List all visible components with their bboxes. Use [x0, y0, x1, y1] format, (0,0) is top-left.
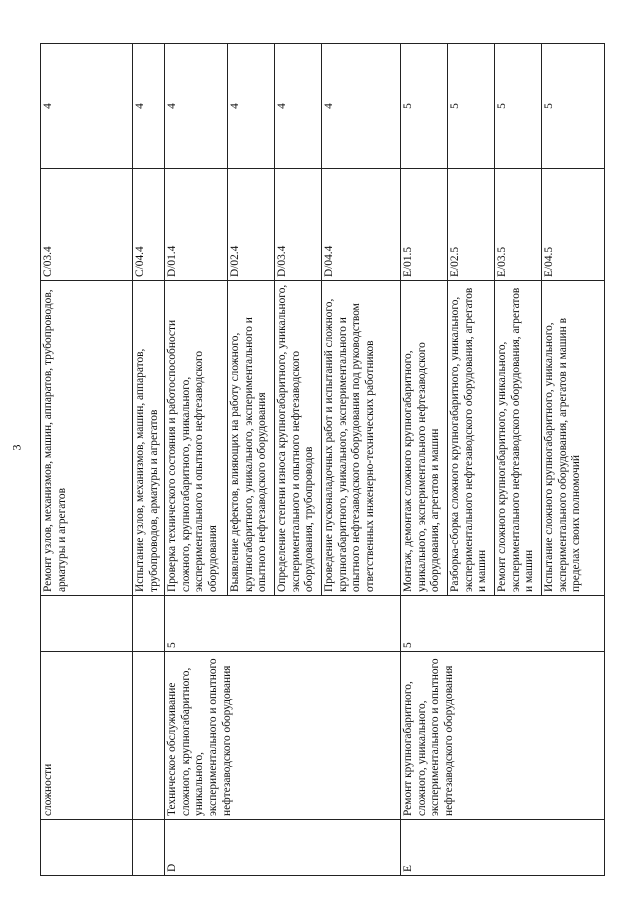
function-code-cell: D/04.4: [322, 169, 401, 281]
group-code-cell: [133, 820, 165, 876]
function-code-cell: E/03.5: [495, 169, 542, 281]
group-level-cell: 5: [401, 596, 605, 652]
function-level-cell: 4: [275, 44, 322, 169]
group-name-cell: Ремонт крупногабаритного, сложного, уникального, экспериментального и опытного нефтезаводского оборудования: [401, 652, 605, 820]
function-level-cell: 5: [448, 44, 495, 169]
function-level-cell: 5: [401, 44, 448, 169]
table-row: [41, 44, 133, 876]
function-code-cell: C/04.4: [133, 169, 165, 281]
function-code-cell: E/04.5: [542, 169, 605, 281]
function-name-cell: Испытание сложного крупногабаритного, уникального, экспериментального оборудования, агрегатов и машин в пределах своих полномочий: [542, 281, 605, 596]
function-code-cell: D/02.4: [228, 169, 275, 281]
table-row: [401, 44, 448, 876]
function-name-cell: Выявление дефектов, влияющих на работу сложного, крупногабаритного, уникального, экспериментального и опытного нефтезаводского оборудования: [228, 281, 275, 596]
function-name-cell: Ремонт узлов, механизмов, машин, аппаратов, трубопроводов, арматуры и агрегатов: [41, 281, 133, 596]
function-code-cell: D/03.4: [275, 169, 322, 281]
function-name-cell: Разборка-сборка сложного крупногабаритного, уникального, экспериментального нефтезаводского оборудования, агрегатов и машин: [448, 281, 495, 596]
function-level-cell: 5: [495, 44, 542, 169]
group-level-cell: 5: [165, 596, 401, 652]
function-level-cell: 4: [165, 44, 228, 169]
group-code-cell: [41, 820, 133, 876]
page-number: 3: [9, 444, 24, 451]
function-code-cell: D/01.4: [165, 169, 228, 281]
function-code-cell: E/02.5: [448, 169, 495, 281]
group-level-cell: [133, 596, 165, 652]
group-code-cell: E: [401, 820, 605, 876]
table-row: [165, 44, 228, 876]
group-name-cell: сложности: [41, 652, 133, 820]
function-name-cell: Монтаж, демонтаж сложного крупногабаритного, уникального, экспериментального нефтезаводского оборудования, агрегатов и машин: [401, 281, 448, 596]
group-level-cell: [41, 596, 133, 652]
function-name-cell: Ремонт сложного крупногабаритного, уникального, экспериментального нефтезаводского оборудования, агрегатов и машин: [495, 281, 542, 596]
function-name-cell: Испытание узлов, механизмов, машин, аппаратов, трубопроводов, арматуры и агрегатов: [133, 281, 165, 596]
group-name-cell: [133, 652, 165, 820]
function-level-cell: 4: [41, 44, 133, 169]
group-code-cell: D: [165, 820, 401, 876]
function-name-cell: Проведение пусконаладочных работ и испытаний сложного, крупногабаритного, уникального, экспериментального и опытного нефтезаводского оборудования под руководством ответственных инженерно-технических работников: [322, 281, 401, 596]
function-level-cell: 4: [228, 44, 275, 169]
function-level-cell: 4: [322, 44, 401, 169]
function-name-cell: Проверка технического состояния и работоспособности сложного, крупногабаритного, уникального, экспериментального и опытного нефтезаводского оборудования: [165, 281, 228, 596]
function-level-cell: 4: [133, 44, 165, 169]
rotated-table-container: [40, 44, 583, 876]
work-functions-table: [40, 43, 605, 876]
group-name-cell: Техническое обслуживание сложного, крупногабаритного, уникального, экспериментального и опытного нефтезаводского оборудования: [165, 652, 401, 820]
function-code-cell: E/01.5: [401, 169, 448, 281]
function-name-cell: Определение степени износа крупногабаритного, уникального, экспериментального и опытного нефтезаводского оборудования, трубопроводов: [275, 281, 322, 596]
table-row: [133, 44, 165, 876]
function-code-cell: C/03.4: [41, 169, 133, 281]
function-level-cell: 5: [542, 44, 605, 169]
